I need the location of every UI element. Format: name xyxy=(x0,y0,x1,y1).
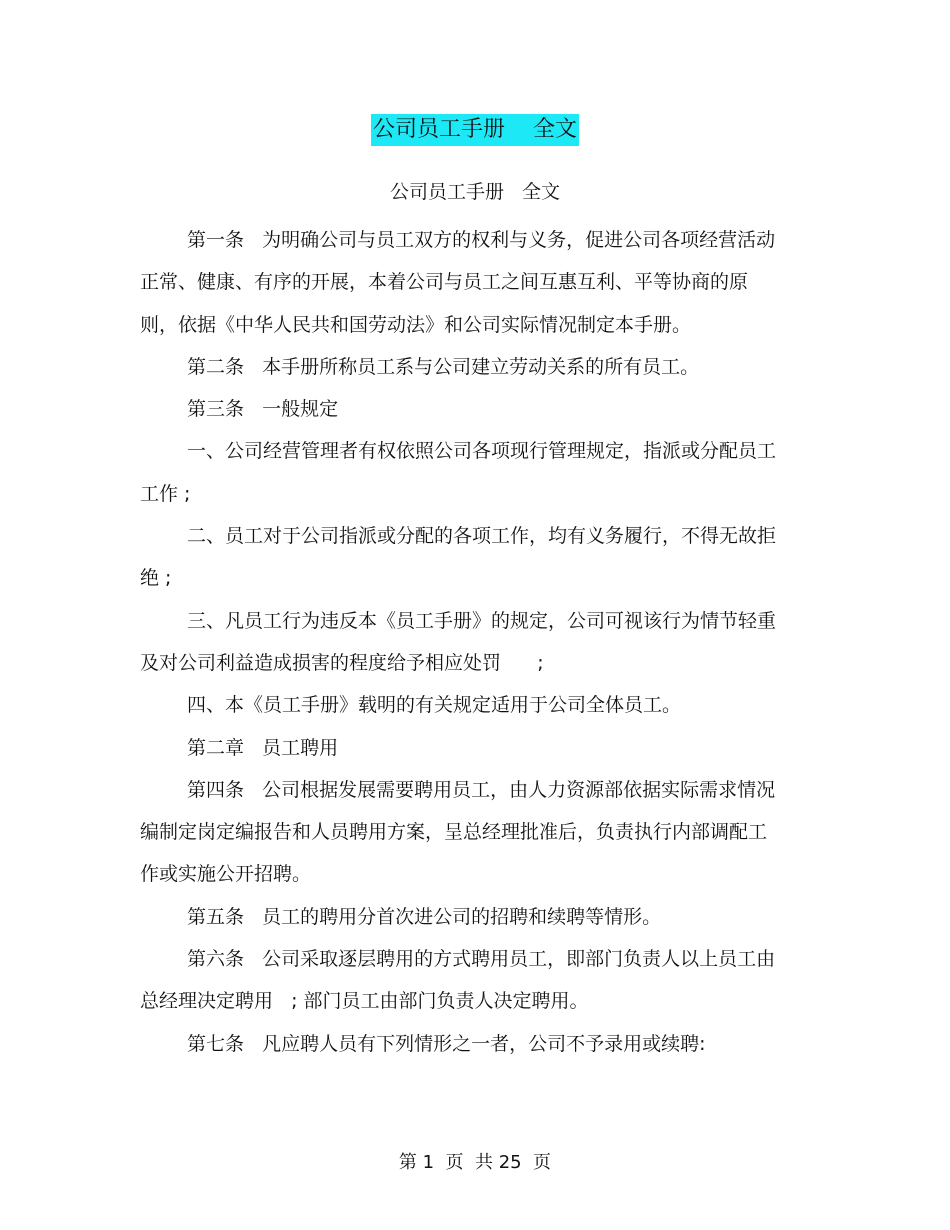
paragraph: 一、公司经营管理者有权依照公司各项现行管理规定，指派或分配员工工作 ; xyxy=(140,440,777,505)
paragraph: 第五条 员工的聘用分首次进公司的招聘和续聘等情形。 xyxy=(187,905,662,928)
paragraph: 第三条 一般规定 xyxy=(187,398,339,421)
paragraph: 三、凡员工行为违反本《员工手册》的规定，公司可视该行为情节轻重及对公司利益造成损害的程度给予相应处罚 ; xyxy=(140,609,777,674)
paragraph: 第二条 本手册所称员工系与公司建立劳动关系的所有员工。 xyxy=(187,355,700,378)
document-subtitle: 公司员工手册 全文 xyxy=(389,181,561,203)
chapter-heading: 第二章 员工聘用 xyxy=(187,736,339,759)
paragraph: 二、员工对于公司指派或分配的各项工作，均有义务履行，不得无故拒绝 ; xyxy=(140,525,777,590)
paragraph: 第七条 凡应聘人员有下列情形之一者，公司不予录用或续聘: xyxy=(187,1032,706,1055)
paragraph: 第六条 公司采取逐层聘用的方式聘用员工，即部门负责人以上员工由总经理决定聘用 ; 部门员工由部门负责人决定聘用。 xyxy=(140,948,776,1013)
paragraph: 四、本《员工手册》载明的有关规定适用于公司全体员工。 xyxy=(187,694,682,717)
paragraph: 第四条 公司根据发展需要聘用员工，由人力资源部依据实际需求情况编制定岗定编报告和人员聘用方案，呈总经理批准后，负责执行内部调配工作或实施公开招聘。 xyxy=(140,778,776,886)
document-body xyxy=(140,219,780,1065)
document-title: 公司员工手册 全文 xyxy=(371,114,579,146)
paragraph: 第一条 为明确公司与员工双方的权利与义务，促进公司各项经营活动正常、健康、有序的开展，本着公司与员工之间互惠互利、平等协商的原则，依据《中华人民共和国劳动法》和公司实际情况制定本手册。 xyxy=(140,229,776,336)
title-container xyxy=(0,114,950,146)
page-number-footer: 第 1 页 共 25 页 xyxy=(398,1152,552,1173)
